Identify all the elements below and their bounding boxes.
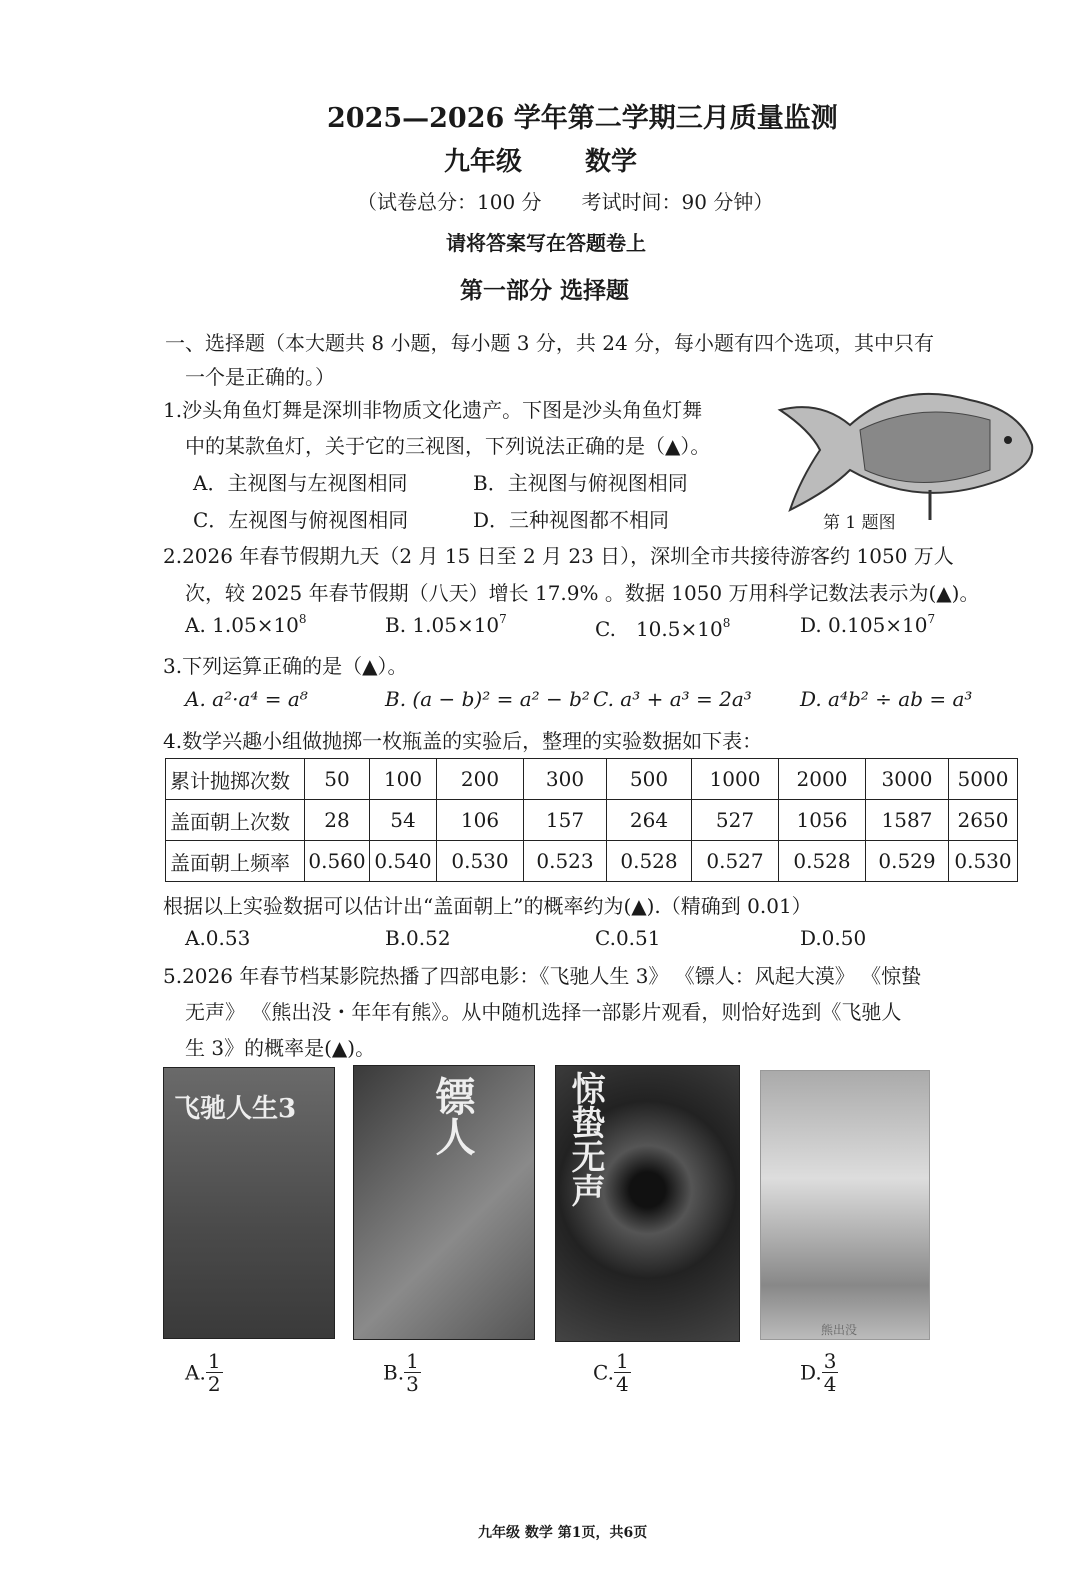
table-row (166, 759, 1018, 800)
table-cell: 106 (437, 800, 524, 841)
q5-stem-cont2: 生 3》的概率是(▲)。 (185, 1036, 376, 1060)
table-row (166, 800, 1018, 841)
q3-option-a: A. a²·a⁴ = a⁸ (185, 687, 308, 711)
q1-stem: 1.沙头角鱼灯舞是深圳非物质文化遗产。下图是沙头角鱼灯舞 (163, 398, 703, 422)
q5-option-a: A. $\frac{1}{2}$ (185, 1349, 221, 1396)
q4-option-c: C.0.51 (595, 926, 661, 950)
exam-title: 2025—2026 学年第二学期三月质量监测 (327, 103, 838, 134)
subject-label: 数学 (585, 147, 638, 177)
experiment-data-table (165, 758, 1018, 882)
table-cell: 300 (524, 759, 607, 800)
section-heading-cont: 一个是正确的。） (185, 365, 335, 389)
q5-option-c: C. $\frac{1}{4}$ (593, 1349, 629, 1396)
table-cell: 527 (692, 800, 779, 841)
part-title: 第一部分 选择题 (460, 277, 630, 304)
q3-option-c: C. a³ + a³ = 2a³ (593, 687, 752, 711)
fish-lantern-image (770, 370, 1040, 525)
row-header: 盖面朝上频率 (166, 841, 305, 882)
table-cell: 0.540 (370, 841, 437, 882)
q2-stem: 2.2026 年春节假期九天（2 月 15 日至 2 月 23 日），深圳全市共接待游客约 1050 万人 (163, 544, 954, 568)
table-cell: 1000 (692, 759, 779, 800)
q2-option-d: D. $0.105\times 10^7$ (800, 612, 936, 637)
table-cell: 0.527 (692, 841, 779, 882)
grade-label: 九年级 (444, 147, 523, 177)
table-cell: 500 (607, 759, 692, 800)
q1-figure-caption: 第 1 题图 (823, 513, 896, 533)
movie-poster-biaoren: 镖人 (353, 1065, 535, 1340)
table-cell: 50 (305, 759, 370, 800)
table-cell: 2000 (779, 759, 866, 800)
table-cell: 0.530 (949, 841, 1018, 882)
movie-poster-jingzhe: 惊蛰无声 (555, 1065, 740, 1342)
table-cell: 1056 (779, 800, 866, 841)
q3-option-b: B. (a − b)² = a² − b² (385, 687, 590, 711)
table-cell: 157 (524, 800, 607, 841)
row-header: 盖面朝上次数 (166, 800, 305, 841)
q2-stem-cont: 次，较 2025 年春节假期（八天）增长 17.9% 。数据 1050 万用科学记数法表示为(▲)。 (185, 581, 980, 605)
instruction: 请将答案写在答题卷上 (446, 231, 646, 255)
row-header: 累计抛掷次数 (166, 759, 305, 800)
q3-option-d: D. a⁴b² ÷ ab = a³ (800, 687, 973, 711)
q2-option-c: C. $10.5\times 10^8$ (595, 616, 731, 641)
q5-stem-cont: 无声》 《熊出没・年年有熊》。从中随机选择一部影片观看，则恰好选到《飞驰人 (185, 1000, 902, 1024)
table-cell: 0.523 (524, 841, 607, 882)
q5-option-d: D. $\frac{3}{4}$ (800, 1349, 837, 1396)
q2-option-a: A. $1.05\times 10^8$ (185, 612, 307, 637)
q4-option-b: B.0.52 (385, 926, 451, 950)
q5-stem: 5.2026 年春节档某影院热播了四部电影：《飞驰人生 3》 《镖人：风起大漠》 《惊蛰 (163, 964, 922, 988)
section-heading: 一、选择题（本大题共 8 小题，每小题 3 分，共 24 分，每小题有四个选项，其中只有 (165, 331, 935, 355)
table-row (166, 841, 1018, 882)
q1-option-a: A．主视图与左视图相同 (193, 471, 408, 495)
q1-option-d: D．三种视图都不相同 (473, 508, 670, 532)
q1-option-b: B．主视图与俯视图相同 (473, 471, 688, 495)
table-cell: 264 (607, 800, 692, 841)
q4-option-d: D.0.50 (800, 926, 867, 950)
movie-poster-xiongchumo: 熊出没 (760, 1070, 930, 1340)
table-cell: 54 (370, 800, 437, 841)
q4-stem: 4.数学兴趣小组做抛掷一枚瓶盖的实验后，整理的实验数据如下表： (163, 729, 763, 753)
exam-info: （试卷总分：100 分 考试时间：90 分钟） (357, 190, 774, 214)
q4-question: 根据以上实验数据可以估计出“盖面朝上”的概率约为(▲).（精确到 0.01） (163, 894, 812, 918)
movie-poster-feichi: 飞驰人生3 (163, 1067, 335, 1339)
table-cell: 0.528 (779, 841, 866, 882)
table-cell: 0.530 (437, 841, 524, 882)
table-cell: 0.528 (607, 841, 692, 882)
table-cell: 0.560 (305, 841, 370, 882)
table-cell: 3000 (866, 759, 949, 800)
table-cell: 5000 (949, 759, 1018, 800)
page-footer: 九年级 数学 第1页，共6页 (478, 1525, 648, 1541)
q4-option-a: A.0.53 (185, 926, 251, 950)
q5-option-b: B. $\frac{1}{3}$ (383, 1349, 419, 1396)
table-cell: 2650 (949, 800, 1018, 841)
q3-stem: 3.下列运算正确的是（▲）。 (163, 654, 408, 678)
table-cell: 200 (437, 759, 524, 800)
table-cell: 0.529 (866, 841, 949, 882)
table-cell: 1587 (866, 800, 949, 841)
table-cell: 100 (370, 759, 437, 800)
q1-option-c: C．左视图与俯视图相同 (193, 508, 409, 532)
table-cell: 28 (305, 800, 370, 841)
q1-stem-cont: 中的某款鱼灯，关于它的三视图，下列说法正确的是（▲）。 (185, 434, 711, 458)
q2-option-b: B. $1.05\times 10^7$ (385, 612, 507, 637)
